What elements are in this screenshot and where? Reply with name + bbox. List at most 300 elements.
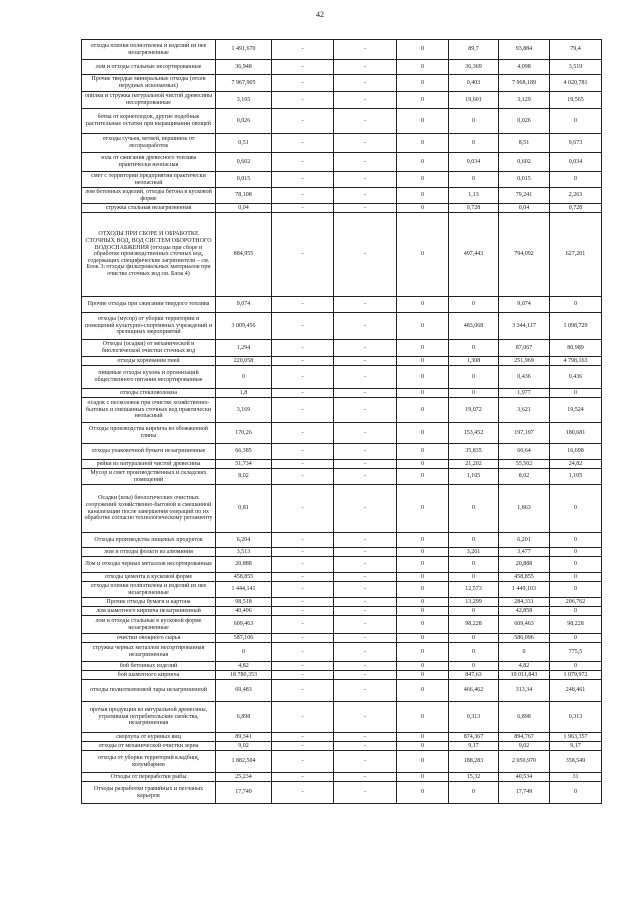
table-row (82, 92, 602, 109)
value-cell-5: 0 (449, 662, 499, 671)
value-cell-6: 8,51 (499, 134, 550, 153)
table-row (82, 75, 602, 92)
value-cell-7: 4 798,163 (550, 357, 602, 366)
waste-name-cell: пищевые отходы кухонь и организаций общественного питания несортированные (82, 366, 216, 389)
value-cell-3: - (334, 773, 397, 782)
waste-name-cell: бой бетонных изделий (82, 662, 216, 671)
value-cell-1: 69,483 (216, 680, 272, 702)
value-cell-2: - (272, 389, 334, 398)
value-cell-5: 89,7 (449, 40, 499, 60)
table-row (82, 607, 602, 616)
value-cell-6: 3 344,117 (499, 313, 550, 340)
waste-name-cell: лом и отходы стальные в кусковой форме незагрязненные (82, 616, 216, 634)
value-cell-4: 0 (397, 172, 449, 188)
value-cell-2: - (272, 671, 334, 680)
value-cell-3: - (334, 702, 397, 733)
table-row (82, 548, 602, 557)
value-cell-2: - (272, 702, 334, 733)
value-cell-3: - (334, 782, 397, 804)
value-cell-7: 180,681 (550, 423, 602, 444)
value-cell-1: 6,898 (216, 702, 272, 733)
value-cell-7: 1,105 (550, 469, 602, 485)
value-cell-2: - (272, 485, 334, 533)
value-cell-5: 0,403 (449, 75, 499, 92)
value-cell-6: 42,858 (499, 607, 550, 616)
value-cell-1: 220,058 (216, 357, 272, 366)
value-cell-2: - (272, 557, 334, 573)
value-cell-5: 0 (449, 634, 499, 643)
waste-name-cell: Осадки (илы) биологических очистных сооружений хозяйственно-бытовой и смешанной канализации после завершения операций по их обработке согласно технологическому регламенту (82, 485, 216, 533)
value-cell-5: 0 (449, 533, 499, 548)
value-cell-7: 358,549 (550, 751, 602, 773)
value-cell-4: 0 (397, 109, 449, 134)
value-cell-6: 284,331 (499, 598, 550, 607)
value-cell-2: - (272, 92, 334, 109)
value-cell-7: 9,17 (550, 742, 602, 751)
value-cell-5: 19,072 (449, 398, 499, 423)
table-row (82, 469, 602, 485)
value-cell-5: 0 (449, 485, 499, 533)
value-cell-1: 0 (216, 643, 272, 662)
waste-name-cell: отходы полиэтиленовой тары незагрязненной (82, 680, 216, 702)
value-cell-1: 0,51 (216, 134, 272, 153)
value-cell-4: 0 (397, 313, 449, 340)
value-cell-4: 0 (397, 573, 449, 582)
waste-name-cell: скорлупа от куриных яиц (82, 733, 216, 742)
value-cell-3: - (334, 643, 397, 662)
value-cell-3: - (334, 109, 397, 134)
value-cell-4: 0 (397, 92, 449, 109)
value-cell-2: - (272, 582, 334, 598)
value-cell-1: 1 444,141 (216, 582, 272, 598)
value-cell-7: 9,673 (550, 134, 602, 153)
value-cell-2: - (272, 172, 334, 188)
waste-name-cell: отходы стекловолокна (82, 389, 216, 398)
value-cell-4: 0 (397, 671, 449, 680)
value-cell-3: - (334, 573, 397, 582)
value-cell-2: - (272, 634, 334, 643)
value-cell-1: 98,518 (216, 598, 272, 607)
value-cell-6: 4,82 (499, 662, 550, 671)
value-cell-5: 1,13 (449, 188, 499, 204)
value-cell-2: - (272, 109, 334, 134)
value-cell-1: 0,602 (216, 153, 272, 172)
value-cell-7: 0 (550, 634, 602, 643)
value-cell-3: - (334, 616, 397, 634)
value-cell-2: - (272, 573, 334, 582)
value-cell-2: - (272, 340, 334, 357)
value-cell-3: - (334, 671, 397, 680)
waste-name-cell: Прочие отходы при сжигании твердого топлива (82, 297, 216, 313)
value-cell-1: 89,341 (216, 733, 272, 742)
value-cell-5: 1,105 (449, 469, 499, 485)
value-cell-4: 0 (397, 773, 449, 782)
value-cell-3: - (334, 598, 397, 607)
value-cell-6: 458,855 (499, 573, 550, 582)
value-cell-3: - (334, 389, 397, 398)
table-row (82, 313, 602, 340)
value-cell-4: 0 (397, 616, 449, 634)
value-cell-4: 0 (397, 548, 449, 557)
table-row (82, 782, 602, 804)
value-cell-4: 0 (397, 204, 449, 213)
value-cell-7: 206,762 (550, 598, 602, 607)
table-row (82, 398, 602, 423)
waste-name-cell: лом и отходы фольги из алюминия (82, 548, 216, 557)
value-cell-1: 3,165 (216, 92, 272, 109)
value-cell-3: - (334, 469, 397, 485)
value-cell-4: 0 (397, 389, 449, 398)
value-cell-6: 894,767 (499, 733, 550, 742)
value-cell-7: 4 020,781 (550, 75, 602, 92)
value-cell-3: - (334, 313, 397, 340)
value-cell-4: 0 (397, 213, 449, 297)
value-cell-1: 458,855 (216, 573, 272, 582)
table-row (82, 773, 602, 782)
value-cell-3: - (334, 751, 397, 773)
value-cell-4: 0 (397, 533, 449, 548)
value-cell-3: - (334, 548, 397, 557)
value-cell-5: 874,367 (449, 733, 499, 742)
value-cell-7: 0,313 (550, 702, 602, 733)
value-cell-7: 80,989 (550, 340, 602, 357)
value-cell-7: 627,201 (550, 213, 602, 297)
value-cell-7: 19,524 (550, 398, 602, 423)
table-row (82, 485, 602, 533)
value-cell-5: 19,601 (449, 92, 499, 109)
table-row (82, 172, 602, 188)
value-cell-1: 0 (216, 366, 272, 389)
table-row (82, 40, 602, 60)
waste-name-cell: осадок с песколовок при очистке хозяйственно-бытовых и смешанных сточных вод практически неопасный (82, 398, 216, 423)
value-cell-7: 775,5 (550, 643, 602, 662)
value-cell-7: 0 (550, 297, 602, 313)
waste-name-cell: отходы пленки полиэтилена и изделий из нее незагрязненные (82, 582, 216, 598)
value-cell-3: - (334, 366, 397, 389)
value-cell-6: 197,197 (499, 423, 550, 444)
value-cell-4: 0 (397, 782, 449, 804)
value-cell-1: 9,074 (216, 297, 272, 313)
value-cell-3: - (334, 204, 397, 213)
value-cell-6: 40,534 (499, 773, 550, 782)
value-cell-4: 0 (397, 357, 449, 366)
value-cell-4: 0 (397, 444, 449, 460)
value-cell-1: 6,204 (216, 533, 272, 548)
value-cell-1: 78,108 (216, 188, 272, 204)
value-cell-1: 17,749 (216, 782, 272, 804)
table-row (82, 751, 602, 773)
value-cell-1: 884,955 (216, 213, 272, 297)
value-cell-3: - (334, 60, 397, 75)
value-cell-7: 79,4 (550, 40, 602, 60)
table-row (82, 297, 602, 313)
value-cell-3: - (334, 357, 397, 366)
value-cell-5: 0 (449, 557, 499, 573)
value-cell-3: - (334, 444, 397, 460)
value-cell-6: 19 011,843 (499, 671, 550, 680)
value-cell-4: 0 (397, 742, 449, 751)
waste-name-cell: Мусор и смет производственных и складских помещений (82, 469, 216, 485)
value-cell-5: 483,068 (449, 313, 499, 340)
value-cell-2: - (272, 680, 334, 702)
value-cell-6: 0,602 (499, 153, 550, 172)
waste-name-cell: отходы упаковочной бумаги незагрязненные (82, 444, 216, 460)
table-row (82, 213, 602, 297)
value-cell-7: 0 (550, 607, 602, 616)
value-cell-6: 87,067 (499, 340, 550, 357)
value-cell-1: 1,8 (216, 389, 272, 398)
value-cell-5: 0,034 (449, 153, 499, 172)
table-row (82, 582, 602, 598)
value-cell-3: - (334, 742, 397, 751)
waste-name-cell: стружка черных металлов несортированная незагрязненная (82, 643, 216, 662)
value-cell-3: - (334, 557, 397, 573)
waste-name-cell: отходы (мусор) от уборки территории и помещений культурно-спортивных учреждений и зрелищных мероприятий (82, 313, 216, 340)
value-cell-6: 4,098 (499, 60, 550, 75)
value-cell-5: 0 (449, 134, 499, 153)
value-cell-6: 0,436 (499, 366, 550, 389)
table-row (82, 204, 602, 213)
table-row (82, 60, 602, 75)
value-cell-1: 609,463 (216, 616, 272, 634)
value-cell-7: 0 (550, 172, 602, 188)
value-cell-3: - (334, 533, 397, 548)
value-cell-7: 0 (550, 662, 602, 671)
value-cell-4: 0 (397, 60, 449, 75)
value-cell-2: - (272, 533, 334, 548)
value-cell-1: 51,734 (216, 460, 272, 469)
value-cell-5: 0,728 (449, 204, 499, 213)
value-cell-3: - (334, 398, 397, 423)
value-cell-2: - (272, 643, 334, 662)
value-cell-4: 0 (397, 643, 449, 662)
waste-name-cell: Лом и отходы черных металлов несортированные (82, 557, 216, 573)
waste-name-cell: Отходы производства пищевых продуктов (82, 533, 216, 548)
value-cell-6: 794,092 (499, 213, 550, 297)
table-row (82, 460, 602, 469)
value-cell-6: 17,749 (499, 782, 550, 804)
value-cell-1: 40,496 (216, 607, 272, 616)
value-cell-5: 21,202 (449, 460, 499, 469)
value-cell-6: 8,02 (499, 469, 550, 485)
value-cell-5: 35,835 (449, 444, 499, 460)
value-cell-7: 0,436 (550, 366, 602, 389)
value-cell-2: - (272, 607, 334, 616)
value-cell-5: 0 (449, 340, 499, 357)
table-body (82, 40, 602, 804)
value-cell-5: 12,573 (449, 582, 499, 598)
waste-name-cell: отходы цемента в кусковой форме (82, 573, 216, 582)
value-cell-2: - (272, 134, 334, 153)
table-row (82, 153, 602, 172)
value-cell-4: 0 (397, 582, 449, 598)
table-row (82, 340, 602, 357)
table-row (82, 634, 602, 643)
value-cell-7: 31 (550, 773, 602, 782)
value-cell-1: 25,234 (216, 773, 272, 782)
value-cell-6: 0 (499, 643, 550, 662)
waste-name-cell: лом и отходы стальные несортированные (82, 60, 216, 75)
value-cell-2: - (272, 662, 334, 671)
value-cell-6: 609,463 (499, 616, 550, 634)
value-cell-5: 0 (449, 782, 499, 804)
value-cell-4: 0 (397, 366, 449, 389)
value-cell-4: 0 (397, 557, 449, 573)
value-cell-2: - (272, 548, 334, 557)
value-cell-5: 9,17 (449, 742, 499, 751)
table-row (82, 742, 602, 751)
value-cell-3: - (334, 188, 397, 204)
value-cell-2: - (272, 398, 334, 423)
value-cell-4: 0 (397, 634, 449, 643)
value-cell-3: - (334, 485, 397, 533)
value-cell-7: 0,034 (550, 153, 602, 172)
value-cell-7: 19,565 (550, 92, 602, 109)
table-row (82, 702, 602, 733)
waste-name-cell: Прочие отходы бумаги и картона (82, 598, 216, 607)
value-cell-1: 3,169 (216, 398, 272, 423)
value-cell-3: - (334, 172, 397, 188)
table-row (82, 423, 602, 444)
value-cell-3: - (334, 92, 397, 109)
value-cell-1: 0,04 (216, 204, 272, 213)
waste-name-cell: Отходы от переработки рыбы (82, 773, 216, 782)
waste-name-cell: бой шамотного кирпича (82, 671, 216, 680)
table-row (82, 533, 602, 548)
table-row (82, 671, 602, 680)
value-cell-3: - (334, 423, 397, 444)
value-cell-7: 0 (550, 109, 602, 134)
value-cell-6: 1,863 (499, 485, 550, 533)
value-cell-6: 9,02 (499, 742, 550, 751)
value-cell-7: 3,519 (550, 60, 602, 75)
value-cell-2: - (272, 733, 334, 742)
value-cell-4: 0 (397, 598, 449, 607)
waste-name-cell: ОТХОДЫ ПРИ СБОРЕ И ОБРАБОТКЕ СТОЧНЫХ ВОД, ВОД СИСТЕМ ОБОРОТНОГО ВОДОСНАБЖЕНИЯ (отходы при сборе и обработке производственных сточных вод, содержащих специфические загрязнители – см. Блок 3; отходы фильтровальных материалов при очистке сточных вод см. Блок 4) (82, 213, 216, 297)
waste-name-cell: Отходы разработки гравийных и песчаных карьеров (82, 782, 216, 804)
value-cell-5: 466,462 (449, 680, 499, 702)
value-cell-4: 0 (397, 134, 449, 153)
value-cell-4: 0 (397, 469, 449, 485)
value-cell-5: 0 (449, 366, 499, 389)
value-cell-7: 0 (550, 557, 602, 573)
table-row (82, 598, 602, 607)
value-cell-6: 1 449,103 (499, 582, 550, 598)
value-cell-3: - (334, 460, 397, 469)
waste-name-cell: Прочие твердые минеральные отходы (отсев нерудных ископаемых) (82, 75, 216, 92)
value-cell-4: 0 (397, 423, 449, 444)
value-cell-2: - (272, 469, 334, 485)
table-row (82, 680, 602, 702)
value-cell-5: 15,32 (449, 773, 499, 782)
value-cell-2: - (272, 60, 334, 75)
value-cell-6: 93,884 (499, 40, 550, 60)
value-cell-2: - (272, 751, 334, 773)
value-cell-5: 0 (449, 389, 499, 398)
waste-name-cell: отходы сучьев, ветвей, вершинок от лесоразработок (82, 134, 216, 153)
value-cell-6: 2 050,970 (499, 751, 550, 773)
value-cell-2: - (272, 773, 334, 782)
value-cell-7: 248,461 (550, 680, 602, 702)
value-cell-6: 0,026 (499, 109, 550, 134)
value-cell-5: 0 (449, 172, 499, 188)
waste-name-cell: Отходы (осадки) от механической и биологической очистки сточных вод (82, 340, 216, 357)
value-cell-1: 7 967,905 (216, 75, 272, 92)
value-cell-3: - (334, 634, 397, 643)
value-cell-1: 587,106 (216, 634, 272, 643)
value-cell-2: - (272, 616, 334, 634)
value-cell-1: 18 780,353 (216, 671, 272, 680)
value-cell-6: 251,969 (499, 357, 550, 366)
value-cell-1: 1,294 (216, 340, 272, 357)
value-cell-7: 0 (550, 389, 602, 398)
value-cell-3: - (334, 297, 397, 313)
value-cell-1: 1 882,504 (216, 751, 272, 773)
value-cell-6: 0,015 (499, 172, 550, 188)
value-cell-1: 3,513 (216, 548, 272, 557)
value-cell-6: 0,04 (499, 204, 550, 213)
value-cell-6: 3,477 (499, 548, 550, 557)
value-cell-4: 0 (397, 340, 449, 357)
value-cell-4: 0 (397, 460, 449, 469)
value-cell-2: - (272, 460, 334, 469)
table-row (82, 444, 602, 460)
value-cell-7: 1 079,972 (550, 671, 602, 680)
waste-name-cell: отходы от уборки территорий кладбищ, колумбариев (82, 751, 216, 773)
value-cell-6: 79,241 (499, 188, 550, 204)
value-cell-1: 20,888 (216, 557, 272, 573)
value-cell-2: - (272, 204, 334, 213)
value-cell-5: 847,63 (449, 671, 499, 680)
value-cell-2: - (272, 188, 334, 204)
value-cell-7: 0 (550, 782, 602, 804)
value-cell-3: - (334, 213, 397, 297)
value-cell-2: - (272, 357, 334, 366)
value-cell-1: 0,026 (216, 109, 272, 134)
value-cell-6: 66,64 (499, 444, 550, 460)
value-cell-6: 6,898 (499, 702, 550, 733)
page-number: 42 (316, 10, 324, 19)
value-cell-4: 0 (397, 702, 449, 733)
value-cell-4: 0 (397, 485, 449, 533)
waste-name-cell: смет с территории предприятия практически неопасный (82, 172, 216, 188)
value-cell-7: 1 963,357 (550, 733, 602, 742)
value-cell-2: - (272, 782, 334, 804)
table-row (82, 557, 602, 573)
value-cell-3: - (334, 153, 397, 172)
value-cell-1: 9,02 (216, 742, 272, 751)
waste-name-cell: прочая продукция из натуральной древесины, утратившая потребительские свойства, незагрязненная (82, 702, 216, 733)
value-cell-1: 0,015 (216, 172, 272, 188)
value-cell-6: 6,201 (499, 533, 550, 548)
waste-name-cell: отходы от механической очистки зерна (82, 742, 216, 751)
value-cell-2: - (272, 423, 334, 444)
value-cell-4: 0 (397, 297, 449, 313)
waste-name-cell: ботва от корнеплодов, другие подобные растительные остатки при выращивании овощей (82, 109, 216, 134)
value-cell-6: 313,34 (499, 680, 550, 702)
value-cell-1: 3 009,456 (216, 313, 272, 340)
value-cell-1: 1 491,670 (216, 40, 272, 60)
value-cell-6: 1,977 (499, 389, 550, 398)
waste-name-cell: отходы пленки полиэтилена и изделий из нее незагрязненные (82, 40, 216, 60)
value-cell-3: - (334, 582, 397, 598)
value-cell-2: - (272, 297, 334, 313)
value-cell-4: 0 (397, 153, 449, 172)
value-cell-4: 0 (397, 733, 449, 742)
value-cell-6: 9,074 (499, 297, 550, 313)
value-cell-5: 0 (449, 607, 499, 616)
value-cell-7: 0 (550, 573, 602, 582)
